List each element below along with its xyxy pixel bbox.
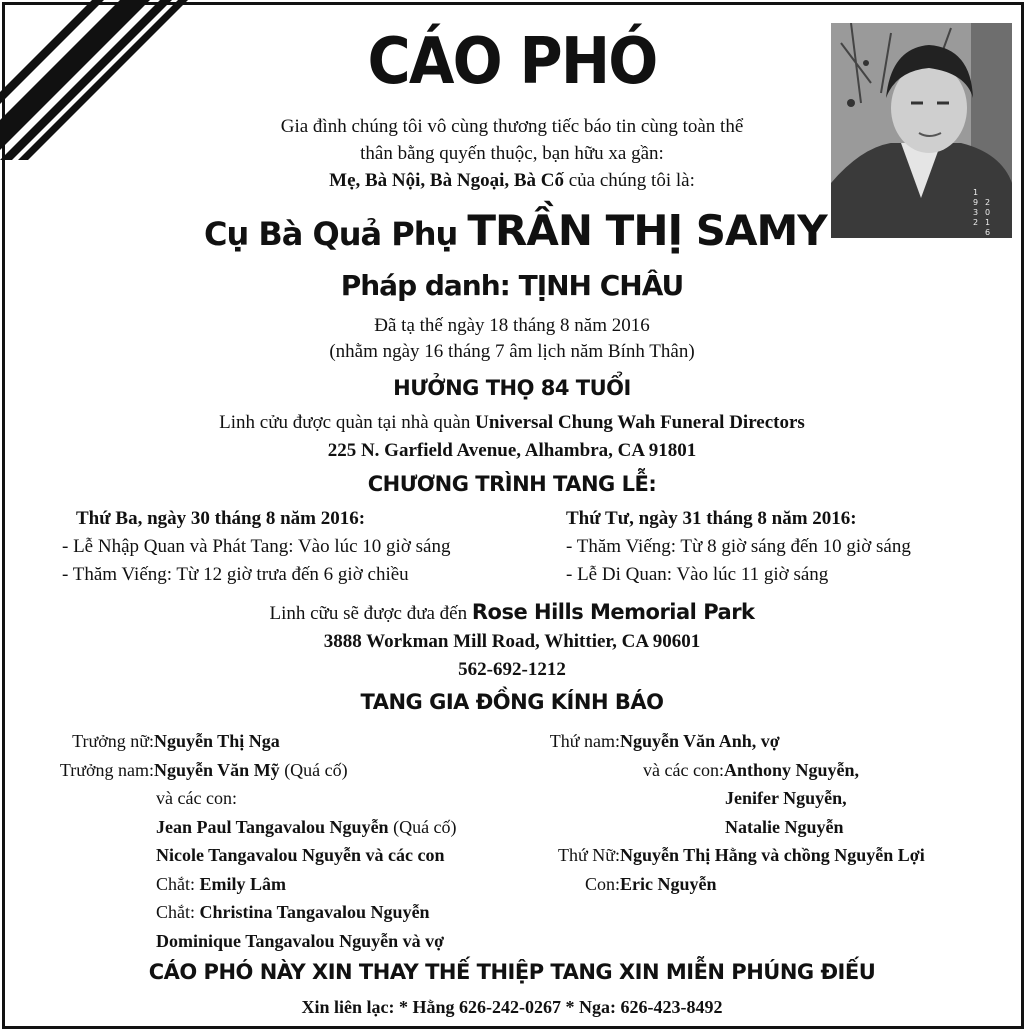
family-left-column [44, 727, 514, 955]
family-member: Nguyễn Văn Anh, vợ [620, 731, 780, 751]
family-right-column [530, 727, 1010, 898]
family-member: Dominique Tangavalou Nguyễn và vợ [156, 930, 445, 951]
family-row [530, 727, 1010, 756]
death-date: Đã tạ thế ngày 18 tháng 8 năm 2016 [374, 315, 650, 336]
family-note: (Quá cố) [279, 759, 348, 780]
program-day-1 [62, 505, 450, 589]
family-member: Jean Paul Tangavalou Nguyễn [156, 816, 389, 837]
page-title: CÁO PHÓ [367, 25, 657, 99]
intro-text [0, 113, 1024, 194]
family-row [530, 841, 1010, 870]
burial-prefix: Linh cữu sẽ được đưa đến [269, 603, 472, 624]
family-label: Chắt: [156, 873, 200, 894]
family-member: Eric Nguyễn [620, 873, 717, 894]
day-2-date: Thứ Tư, ngày 31 tháng 8 năm 2016: [566, 508, 857, 529]
family-member: Nguyễn Thị Hằng và chồng Nguyễn Lợi [620, 845, 925, 865]
age-heading: HƯỞNG THỌ 84 TUỔI [393, 376, 631, 400]
burial-line [0, 598, 1024, 628]
intro-line-3-rest: của chúng tôi là: [564, 170, 695, 191]
family-member: Natalie Nguyễn [725, 816, 844, 837]
family-label: và các con: [643, 759, 724, 780]
family-row [44, 870, 514, 899]
photo-year-left: 1932 [973, 188, 979, 227]
family-label: Con: [584, 873, 620, 894]
burial-phone: 562-692-1212 [458, 659, 566, 680]
family-label: Thứ Nữ: [557, 845, 620, 865]
burial-info [0, 598, 1024, 684]
contact-line: Xin liên lạc: * Hằng 626-242-0267 * Nga: 626-423-8492 [301, 997, 723, 1017]
funeral-home-address: 225 N. Garfield Avenue, Alhambra, CA 91801 [327, 440, 697, 461]
family-member: Anthony Nguyễn, [724, 759, 860, 780]
family-member: Jenifer Nguyễn, [725, 788, 847, 808]
family-row [44, 727, 514, 756]
intro-line-1: Gia đình chúng tôi vô cùng thương tiếc báo tin cùng toàn thể [280, 116, 744, 137]
family-row [44, 898, 514, 927]
deceased-name-line [204, 204, 827, 267]
funeral-home-line [0, 409, 1024, 437]
dharma-name: TỊNH CHÂU [518, 269, 684, 302]
day-1-item: - Lễ Nhập Quan và Phát Tang: Vào lúc 10 giờ sáng [62, 536, 451, 557]
funeral-home-name: Universal Chung Wah Funeral Directors [475, 412, 805, 433]
family-label: Trưởng nam: [59, 759, 154, 780]
deceased-name: TRẦN THỊ SAMY [467, 206, 827, 255]
family-member: Emily Lâm [199, 873, 287, 894]
family-row [530, 870, 1010, 899]
family-row [530, 756, 1010, 785]
funeral-home-prefix: Linh cửu được quàn tại nhà quàn [219, 412, 476, 433]
family-row [44, 841, 514, 870]
family-row [44, 927, 514, 956]
day-1-item: - Thăm Viếng: Từ 12 giờ trưa đến 6 giờ chiều [62, 564, 409, 585]
photo-year-right: 2016 [985, 198, 991, 237]
program-day-2 [566, 505, 911, 589]
family-row [530, 784, 1010, 813]
day-1-date: Thứ Ba, ngày 30 tháng 8 năm 2016: [76, 508, 366, 529]
family-heading: TANG GIA ĐỒNG KÍNH BÁO [360, 690, 664, 714]
intro-line-3 [0, 167, 1024, 194]
burial-place-name: Rose Hills Memorial Park [471, 600, 755, 624]
family-label: Trưởng nữ: [72, 731, 154, 751]
relations: Mẹ, Bà Nội, Bà Ngoại, Bà Cố [329, 170, 564, 191]
program-heading: CHƯƠNG TRÌNH TANG LỄ: [367, 472, 657, 496]
family-member: Nguyễn Thị Nga [154, 731, 280, 751]
family-label: Chắt: [156, 902, 200, 922]
family-member: Christina Tangavalou Nguyễn [199, 902, 430, 922]
death-info [0, 313, 1024, 365]
family-label: Thứ nam: [549, 731, 620, 751]
family-row [44, 813, 514, 842]
dharma-label: Pháp danh: [340, 269, 519, 302]
family-member: Nicole Tangavalou Nguyễn và các con [156, 845, 445, 865]
family-row [44, 756, 514, 785]
funeral-home-info [0, 409, 1024, 465]
footer-notice: CÁO PHÓ NÀY XIN THAY THẾ THIỆP TANG XIN MIỄN PHÚNG ĐIẾU [148, 960, 876, 984]
family-member: Nguyễn Văn Mỹ [154, 759, 280, 780]
intro-line-2: thân bằng quyến thuộc, bạn hữu xa gần: [360, 143, 664, 164]
day-2-item: - Lễ Di Quan: Vào lúc 11 giờ sáng [566, 564, 829, 585]
lunar-date: (nhằm ngày 16 tháng 7 âm lịch năm Bính Thân) [329, 341, 695, 362]
family-row: và các con: [156, 788, 237, 808]
burial-address: 3888 Workman Mill Road, Whittier, CA 90601 [323, 631, 701, 652]
family-row [530, 813, 1010, 842]
deceased-prefix: Cụ Bà Quả Phụ [204, 215, 468, 253]
family-note: (Quá cố) [388, 816, 457, 837]
dharma-name-line [0, 266, 1024, 306]
day-2-item: - Thăm Viếng: Từ 8 giờ sáng đến 10 giờ sáng [566, 536, 911, 557]
